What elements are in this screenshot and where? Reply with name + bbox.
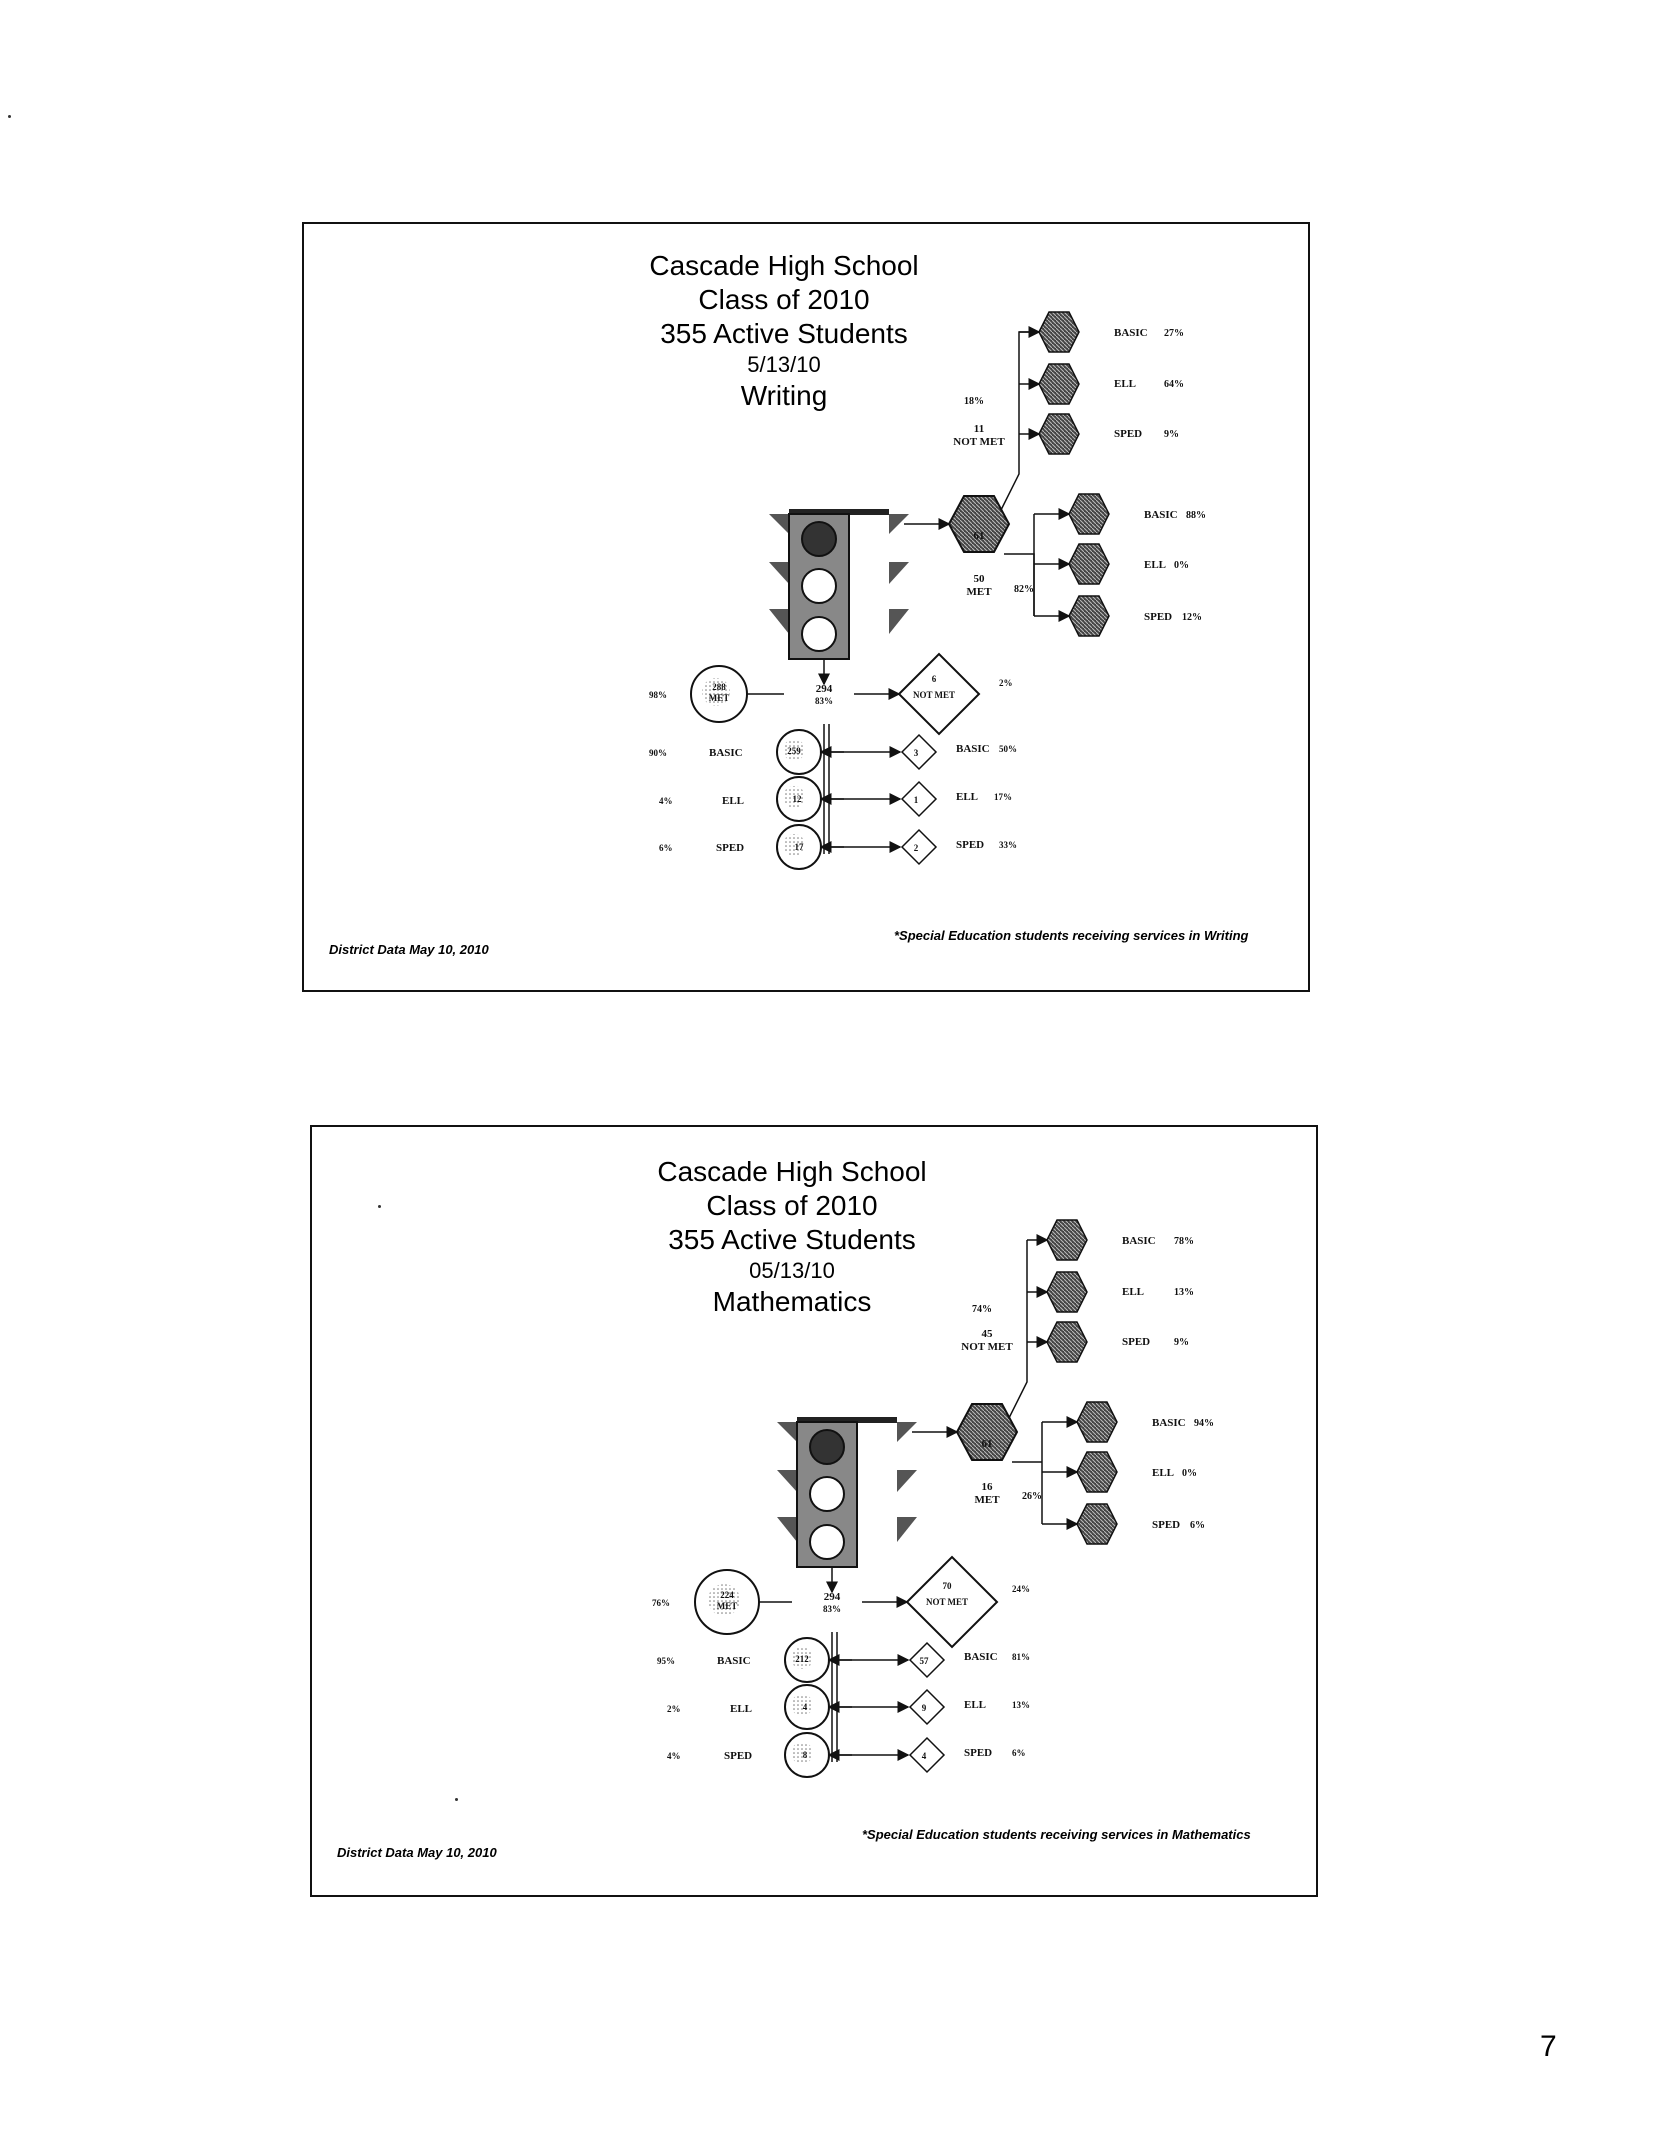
not-met-group-count: 9 — [921, 1703, 927, 1713]
met-circle — [691, 666, 747, 722]
hub-count: 294 — [823, 1591, 841, 1603]
upper-group-name: BASIC — [1114, 327, 1148, 339]
svg-text:259: 259 — [787, 746, 801, 756]
hexagon-upper-sped — [1047, 1322, 1087, 1362]
met-group-pct: 4% — [659, 796, 673, 806]
hub-pct: 83% — [815, 696, 833, 706]
met-pct: 98% — [649, 690, 667, 700]
lower-group-name: BASIC — [1144, 509, 1178, 521]
upper-group-name: ELL — [1122, 1286, 1145, 1298]
upper-group-pct: 78% — [1174, 1236, 1194, 1247]
not-met-group-ell — [902, 782, 936, 816]
page-number: 7 — [1540, 2030, 1557, 2063]
hexagon-lower-ell — [1077, 1452, 1117, 1492]
upper-group-pct: 9% — [1164, 429, 1179, 440]
met-group-ell — [777, 777, 821, 821]
not-met-group-sped — [910, 1738, 944, 1772]
not-met-group-count: 57 — [919, 1656, 929, 1666]
other-count: 61 — [981, 1438, 993, 1450]
lower-label: MET — [974, 1494, 1000, 1506]
lower-group-pct: 12% — [1182, 612, 1202, 623]
lower-group-pct: 0% — [1182, 1468, 1197, 1479]
met-group-pct: 2% — [667, 1704, 681, 1714]
upper-label: NOT MET — [961, 1341, 1013, 1353]
hexagon-upper-ell — [1047, 1272, 1087, 1312]
met-group-ell — [785, 1685, 829, 1729]
upper-group-pct: 64% — [1164, 379, 1184, 390]
not-met-group-name: SPED — [964, 1747, 993, 1759]
not-met-diamond — [907, 1557, 997, 1647]
met-count: 288 — [712, 682, 726, 692]
not-met-count: 6 — [931, 674, 937, 684]
lower-count: 50 — [973, 573, 985, 585]
scan-speck — [378, 1205, 381, 1208]
upper-count: 45 — [981, 1328, 993, 1340]
met-label: MET — [708, 693, 730, 703]
met-group-basic — [785, 1638, 829, 1682]
other-count: 61 — [973, 530, 985, 542]
upper-group-name: ELL — [1114, 378, 1137, 390]
met-group-name: BASIC — [709, 747, 743, 759]
not-met-group-pct: 81% — [1012, 1652, 1030, 1662]
not-met-group-name: SPED — [956, 839, 985, 851]
upper-group-pct: 9% — [1174, 1337, 1189, 1348]
met-group-pct: 95% — [657, 1656, 675, 1666]
met-circle — [695, 1570, 759, 1634]
not-met-label: NOT MET — [912, 690, 956, 700]
not-met-group-pct: 13% — [1012, 1700, 1030, 1710]
footer-note: *Special Education students receiving services in Writing — [894, 928, 1249, 943]
slide-mathematics — [310, 1125, 1318, 1897]
not-met-count: 70 — [942, 1581, 952, 1591]
not-met-label: NOT MET — [925, 1597, 969, 1607]
active-students: 355 Active Students — [668, 1224, 916, 1255]
not-met-diamond — [899, 654, 979, 734]
not-met-pct: 2% — [999, 678, 1013, 688]
footer-source: District Data May 10, 2010 — [337, 1845, 497, 1860]
not-met-group-name: ELL — [956, 791, 979, 803]
subject-label: Mathematics — [712, 1286, 872, 1317]
hub-count: 294 — [815, 683, 833, 695]
not-met-group-count: 2 — [913, 843, 919, 853]
hexagon-upper-basic — [1039, 312, 1079, 352]
class-label: Class of 2010 — [698, 284, 870, 315]
lower-pct: 82% — [1014, 584, 1034, 595]
met-label: MET — [716, 1601, 738, 1611]
not-met-group-ell — [910, 1690, 944, 1724]
upper-pct: 18% — [964, 396, 984, 407]
lower-group-pct: 94% — [1194, 1418, 1214, 1429]
met-group-pct: 4% — [667, 1751, 681, 1761]
met-count: 224 — [720, 1590, 734, 1600]
not-met-group-name: BASIC — [956, 743, 990, 755]
lower-label: MET — [966, 586, 992, 598]
lower-group-pct: 88% — [1186, 510, 1206, 521]
not-met-group-basic — [902, 735, 936, 769]
report-date: 5/13/10 — [747, 352, 821, 377]
flow-diagram — [312, 1127, 1316, 1895]
upper-group-pct: 27% — [1164, 328, 1184, 339]
hexagon-lower-ell — [1069, 544, 1109, 584]
met-group-basic — [777, 730, 821, 774]
traffic-light-icon — [777, 1417, 917, 1567]
svg-text:4: 4 — [802, 1702, 808, 1712]
met-group-pct: 6% — [659, 843, 673, 853]
lower-count: 16 — [981, 1481, 993, 1493]
other-students-hexagon — [957, 1404, 1017, 1460]
upper-count: 11 — [973, 423, 985, 435]
hexagon-lower-basic — [1069, 494, 1109, 534]
class-label: Class of 2010 — [706, 1190, 878, 1221]
met-group-sped — [785, 1733, 829, 1777]
slide-writing — [302, 222, 1310, 992]
hexagon-lower-sped — [1069, 596, 1109, 636]
report-date: 05/13/10 — [749, 1258, 835, 1283]
met-group-name: ELL — [730, 1703, 753, 1715]
met-group-name: ELL — [722, 795, 745, 807]
lower-group-name: ELL — [1152, 1467, 1175, 1479]
hexagon-lower-basic — [1077, 1402, 1117, 1442]
svg-text:12: 12 — [792, 794, 802, 804]
not-met-group-sped — [902, 830, 936, 864]
svg-text:8: 8 — [802, 1750, 808, 1760]
hexagon-upper-ell — [1039, 364, 1079, 404]
not-met-group-pct: 17% — [994, 792, 1012, 802]
footer-note: *Special Education students receiving services in Mathematics — [862, 1827, 1251, 1842]
lower-group-pct: 6% — [1190, 1520, 1205, 1531]
lower-pct: 26% — [1022, 1491, 1042, 1502]
other-students-hexagon — [949, 496, 1009, 552]
flow-diagram — [304, 224, 1308, 990]
svg-text:17: 17 — [794, 842, 804, 852]
met-pct: 76% — [652, 1598, 670, 1608]
scan-speck — [8, 115, 11, 118]
upper-group-name: BASIC — [1122, 1235, 1156, 1247]
hexagon-upper-sped — [1039, 414, 1079, 454]
upper-group-name: SPED — [1122, 1336, 1151, 1348]
upper-group-name: SPED — [1114, 428, 1143, 440]
lower-group-name: SPED — [1144, 611, 1173, 623]
lower-group-name: SPED — [1152, 1519, 1181, 1531]
hub-pct: 83% — [823, 1604, 841, 1614]
school-title: Cascade High School — [657, 1156, 927, 1187]
lower-group-name: ELL — [1144, 559, 1167, 571]
not-met-group-count: 3 — [913, 748, 919, 758]
not-met-group-pct: 50% — [999, 744, 1017, 754]
met-group-name: SPED — [724, 1750, 753, 1762]
met-group-pct: 90% — [649, 748, 667, 758]
scan-speck — [455, 1798, 458, 1801]
hexagon-upper-basic — [1047, 1220, 1087, 1260]
hexagon-lower-sped — [1077, 1504, 1117, 1544]
not-met-group-pct: 33% — [999, 840, 1017, 850]
not-met-group-pct: 6% — [1012, 1748, 1026, 1758]
not-met-group-count: 1 — [913, 795, 919, 805]
school-title: Cascade High School — [649, 250, 919, 281]
subject-label: Writing — [740, 380, 828, 411]
traffic-light-icon — [769, 509, 909, 659]
not-met-group-name: BASIC — [964, 1651, 998, 1663]
lower-group-name: BASIC — [1152, 1417, 1186, 1429]
upper-group-pct: 13% — [1174, 1287, 1194, 1298]
not-met-group-name: ELL — [964, 1699, 987, 1711]
met-group-sped — [777, 825, 821, 869]
footer-source: District Data May 10, 2010 — [329, 942, 489, 957]
upper-pct: 74% — [972, 1304, 992, 1315]
upper-label: NOT MET — [953, 436, 1005, 448]
met-group-name: BASIC — [717, 1655, 751, 1667]
lower-group-pct: 0% — [1174, 560, 1189, 571]
not-met-pct: 24% — [1012, 1584, 1030, 1594]
not-met-group-count: 4 — [921, 1751, 927, 1761]
met-group-name: SPED — [716, 842, 745, 854]
active-students: 355 Active Students — [660, 318, 908, 349]
svg-text:212: 212 — [795, 1654, 809, 1664]
